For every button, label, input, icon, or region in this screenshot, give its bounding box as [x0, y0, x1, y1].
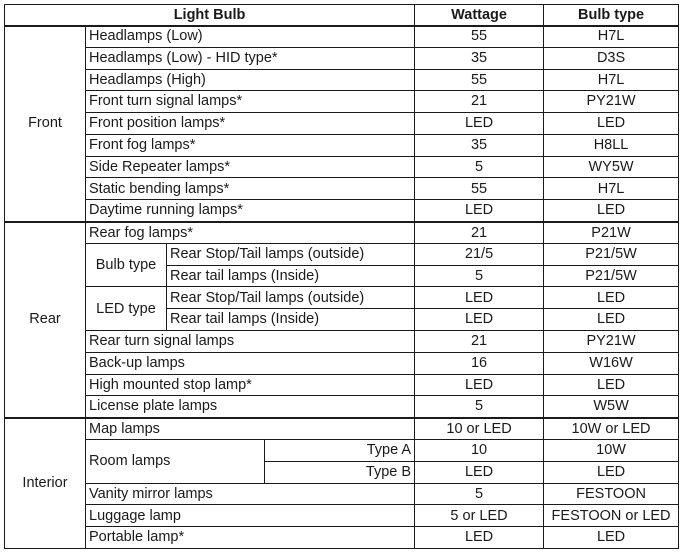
- wattage-cell: LED: [415, 113, 544, 135]
- bulb-type-cell: D3S: [544, 47, 679, 69]
- lamp-name: License plate lamps: [86, 396, 415, 418]
- table-row: [5, 527, 679, 549]
- table-row: [5, 134, 679, 156]
- lamp-name: Front position lamps*: [86, 113, 415, 135]
- wattage-cell: 35: [415, 47, 544, 69]
- wattage-cell: LED: [415, 287, 544, 309]
- bulb-type-cell: H7L: [544, 26, 679, 48]
- bulb-type-cell: FESTOON: [544, 483, 679, 505]
- wattage-cell: LED: [415, 309, 544, 331]
- header-light-bulb: Light Bulb: [5, 5, 415, 26]
- bulb-type-cell: LED: [544, 309, 679, 331]
- header-wattage: Wattage: [415, 5, 544, 26]
- table-row: [5, 200, 679, 222]
- bulb-type-cell: P21/5W: [544, 243, 679, 265]
- subgroup-bulb-type: Bulb type: [86, 243, 167, 287]
- lamp-name: Headlamps (Low): [86, 26, 415, 48]
- table-row: [5, 287, 679, 309]
- lamp-name: Rear fog lamps*: [86, 222, 415, 244]
- table-row: [5, 440, 679, 462]
- bulb-type-cell: LED: [544, 461, 679, 483]
- group-interior: Interior: [5, 418, 86, 549]
- bulb-type-cell: W16W: [544, 352, 679, 374]
- wattage-cell: 5 or LED: [415, 505, 544, 527]
- lamp-name: Side Repeater lamps*: [86, 156, 415, 178]
- bulb-type-cell: PY21W: [544, 331, 679, 353]
- bulb-type-cell: LED: [544, 374, 679, 396]
- table-row: [5, 483, 679, 505]
- table-row: [5, 69, 679, 91]
- wattage-cell: 5: [415, 483, 544, 505]
- front-section: [5, 26, 679, 222]
- header-row: [5, 5, 679, 26]
- bulb-type-cell: FESTOON or LED: [544, 505, 679, 527]
- room-type-a: Type A: [265, 440, 415, 462]
- lamp-name: Rear Stop/Tail lamps (outside): [167, 243, 415, 265]
- bulb-type-cell: H7L: [544, 178, 679, 200]
- lamp-name: Rear Stop/Tail lamps (outside): [167, 287, 415, 309]
- lamp-name: Headlamps (Low) - HID type*: [86, 47, 415, 69]
- bulb-type-cell: PY21W: [544, 91, 679, 113]
- bulb-type-cell: W5W: [544, 396, 679, 418]
- bulb-type-cell: LED: [544, 287, 679, 309]
- wattage-cell: 5: [415, 396, 544, 418]
- table-row: [5, 47, 679, 69]
- bulb-type-cell: LED: [544, 527, 679, 549]
- wattage-cell: 10: [415, 440, 544, 462]
- bulb-type-cell: 10W: [544, 440, 679, 462]
- lamp-name: Front fog lamps*: [86, 134, 415, 156]
- wattage-cell: 35: [415, 134, 544, 156]
- lamp-name: Map lamps: [86, 418, 415, 440]
- lamp-name: Vanity mirror lamps: [86, 483, 415, 505]
- table-row: [5, 243, 679, 265]
- lamp-name: Static bending lamps*: [86, 178, 415, 200]
- wattage-cell: 21: [415, 91, 544, 113]
- table-row: [5, 374, 679, 396]
- wattage-cell: 10 or LED: [415, 418, 544, 440]
- wattage-cell: 55: [415, 69, 544, 91]
- bulb-type-cell: LED: [544, 200, 679, 222]
- wattage-cell: 21/5: [415, 243, 544, 265]
- lamp-name: Rear turn signal lamps: [86, 331, 415, 353]
- interior-section: [5, 418, 679, 549]
- table-row: [5, 26, 679, 48]
- group-rear: Rear: [5, 222, 86, 418]
- rear-section: [5, 222, 679, 418]
- wattage-cell: 21: [415, 222, 544, 244]
- table-row: [5, 156, 679, 178]
- lamp-name: High mounted stop lamp*: [86, 374, 415, 396]
- table-row: [5, 396, 679, 418]
- bulb-type-cell: WY5W: [544, 156, 679, 178]
- lamp-name: Portable lamp*: [86, 527, 415, 549]
- bulb-type-cell: H7L: [544, 69, 679, 91]
- wattage-cell: LED: [415, 461, 544, 483]
- header-bulb-type: Bulb type: [544, 5, 679, 26]
- table-row: [5, 178, 679, 200]
- table-row: [5, 113, 679, 135]
- bulb-type-cell: LED: [544, 113, 679, 135]
- table-row: [5, 352, 679, 374]
- lamp-name: Luggage lamp: [86, 505, 415, 527]
- table-row: [5, 418, 679, 440]
- table-row: [5, 331, 679, 353]
- lamp-name-room: Room lamps: [86, 440, 265, 484]
- subgroup-led-type: LED type: [86, 287, 167, 331]
- lamp-name: Daytime running lamps*: [86, 200, 415, 222]
- room-type-b: Type B: [265, 461, 415, 483]
- lamp-name: Front turn signal lamps*: [86, 91, 415, 113]
- lamp-name: Rear tail lamps (Inside): [167, 265, 415, 287]
- wattage-cell: LED: [415, 527, 544, 549]
- light-bulb-table: [4, 4, 679, 549]
- wattage-cell: 16: [415, 352, 544, 374]
- table-row: [5, 222, 679, 244]
- wattage-cell: 21: [415, 331, 544, 353]
- bulb-type-cell: 10W or LED: [544, 418, 679, 440]
- lamp-name: Back-up lamps: [86, 352, 415, 374]
- wattage-cell: 5: [415, 265, 544, 287]
- lamp-name: Rear tail lamps (Inside): [167, 309, 415, 331]
- wattage-cell: 5: [415, 156, 544, 178]
- wattage-cell: LED: [415, 200, 544, 222]
- table-row: [5, 91, 679, 113]
- lamp-name: Headlamps (High): [86, 69, 415, 91]
- bulb-type-cell: P21/5W: [544, 265, 679, 287]
- wattage-cell: 55: [415, 26, 544, 48]
- table-row: [5, 505, 679, 527]
- wattage-cell: 55: [415, 178, 544, 200]
- bulb-type-cell: H8LL: [544, 134, 679, 156]
- bulb-type-cell: P21W: [544, 222, 679, 244]
- wattage-cell: LED: [415, 374, 544, 396]
- group-front: Front: [5, 26, 86, 222]
